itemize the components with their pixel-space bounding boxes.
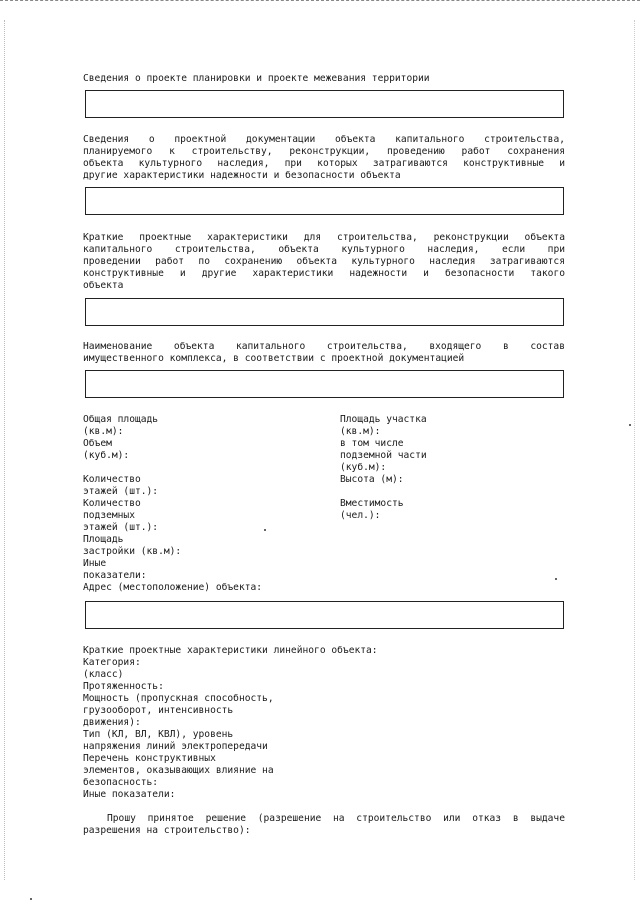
address-field[interactable] <box>85 601 564 629</box>
char-right-line: Площадь участка <box>340 414 427 425</box>
char-left-line: Иные <box>83 558 107 569</box>
planning-field[interactable] <box>85 90 564 118</box>
char-left-line: застройки (кв.м): <box>83 546 182 557</box>
linear-object-line: Мощность (пропускная способность, <box>83 693 274 704</box>
object-name-line: имущественного комплекса, в соответствии с проектной документацией <box>83 353 465 364</box>
char-left-line: Общая площадь <box>83 414 159 425</box>
planning-label-text: Сведения о проекте планировки и проекте межевания территории <box>83 73 430 84</box>
request-line: Прошу принятое решение (разрешение на строительство или отказ в выдаче <box>107 813 565 824</box>
scan-speck <box>30 898 32 900</box>
char-right-line: в том числе <box>340 438 404 449</box>
object-name-label <box>83 341 565 365</box>
address-label: Адрес (местоположение) объекта: <box>83 582 263 593</box>
project-docs-line: другие характеристики надежности и безопасности объекта <box>83 170 401 181</box>
char-right-line: подземной части <box>340 450 427 461</box>
linear-object-block <box>83 645 563 801</box>
char-left-spacer <box>83 462 323 474</box>
brief-characteristics-label <box>83 232 565 292</box>
brief-characteristics-line: объекта <box>83 280 124 291</box>
page-edge-right <box>634 20 636 880</box>
linear-object-line: (класс) <box>83 669 124 680</box>
char-left-line: подземных <box>83 510 135 521</box>
brief-characteristics-line: конструктивные и другие характеристики надежности и безопасности такого <box>83 268 565 279</box>
char-left-line: Количество <box>83 498 141 509</box>
linear-object-line: Протяженность: <box>83 681 164 692</box>
linear-object-line: элементов, оказывающих влияние на <box>83 765 274 776</box>
characteristics-left-column <box>83 414 323 594</box>
scan-speck <box>264 529 266 531</box>
characteristics-right-column <box>340 414 565 522</box>
char-left-line: этажей (шт.): <box>83 486 159 497</box>
char-left-line: (куб.м): <box>83 450 130 461</box>
char-right-line: Высота (м): <box>340 474 404 485</box>
object-name-field[interactable] <box>85 370 564 398</box>
char-left-line: Объем <box>83 438 112 449</box>
char-right-line: (куб.м): <box>340 462 387 473</box>
linear-object-line: грузооборот, интенсивность <box>83 705 234 716</box>
linear-object-line: Категория: <box>83 657 141 668</box>
project-docs-label <box>83 134 565 182</box>
project-docs-line: объекта культурного наследия, при которых затрагиваются конструктивные и <box>83 158 565 169</box>
brief-characteristics-line: проведении работ по сохранению объекта культурного наследия затрагиваются <box>83 256 565 267</box>
linear-object-line: Перечень конструктивных <box>83 753 216 764</box>
object-name-line: Наименование объекта капитального строительства, входящего в состав <box>83 341 565 352</box>
char-left-line: (кв.м): <box>83 426 124 437</box>
char-left-line: Количество <box>83 474 141 485</box>
planning-label <box>83 73 565 85</box>
brief-characteristics-line: капитального строительства, объекта культурного наследия, если при <box>83 244 565 255</box>
request-paragraph <box>83 813 565 837</box>
project-docs-line: планируемого к строительству, реконструкции, проведению работ сохранения <box>83 146 565 157</box>
project-docs-line: Сведения о проектной документации объекта капитального строительства, <box>83 134 565 145</box>
linear-object-line: безопасность: <box>83 777 159 788</box>
request-line: разрешения на строительство): <box>83 825 251 836</box>
linear-object-line: Иные показатели: <box>83 789 176 800</box>
char-left-line: Площадь <box>83 534 124 545</box>
linear-object-line: Тип (КЛ, ВЛ, КВЛ), уровень <box>83 729 234 740</box>
scan-speck <box>629 424 631 426</box>
char-left-line: показатели: <box>83 570 147 581</box>
linear-object-line: движения): <box>83 717 141 728</box>
page-edge-left <box>4 20 6 880</box>
char-right-line: Вместимость <box>340 498 404 509</box>
char-left-line: этажей (шт.): <box>83 522 159 533</box>
char-right-line: (кв.м): <box>340 426 381 437</box>
linear-object-line: напряжения линий электропередачи <box>83 741 268 752</box>
page-edge-top <box>0 0 640 3</box>
linear-object-heading: Краткие проектные характеристики линейного объекта: <box>83 645 378 656</box>
brief-characteristics-line: Краткие проектные характеристики для строительства, реконструкции объекта <box>83 232 565 243</box>
brief-characteristics-field[interactable] <box>85 298 564 326</box>
char-right-spacer <box>340 486 565 498</box>
char-right-line: (чел.): <box>340 510 381 521</box>
scan-speck <box>555 578 557 580</box>
project-docs-field[interactable] <box>85 187 564 215</box>
